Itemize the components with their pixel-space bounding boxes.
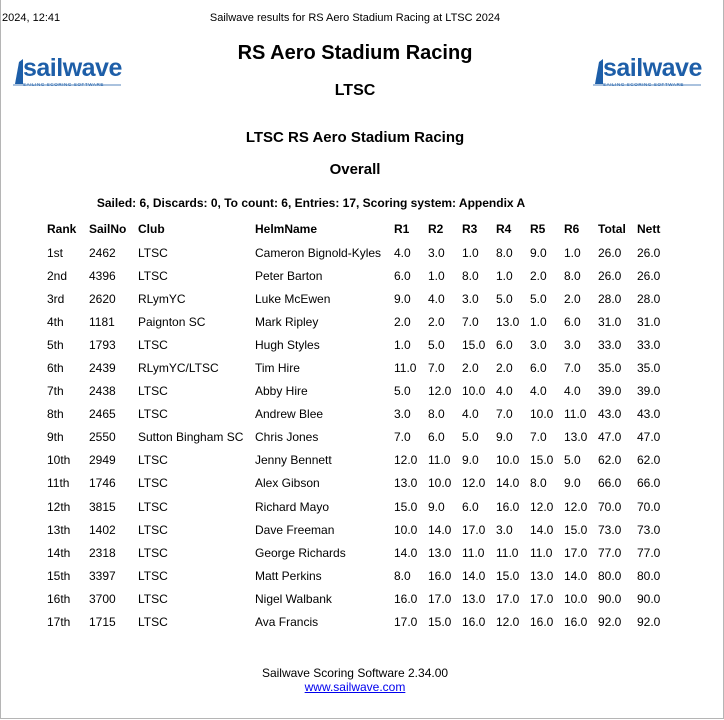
rank-cell: 12th [47, 499, 71, 514]
race-4-score-cell: 1.0 [496, 268, 513, 283]
print-title: Sailwave results for RS Aero Stadium Racing at LTSC 2024 [209, 12, 501, 24]
race-5-score-cell: 16.0 [530, 615, 554, 630]
race-6-score-cell: 3.0 [564, 337, 581, 352]
sailno-cell: 1746 [89, 476, 116, 491]
table-row [47, 449, 669, 472]
total-cell: 35.0 [598, 361, 622, 376]
sailno-cell: 2550 [89, 430, 116, 445]
race-2-score-cell: 11.0 [428, 453, 451, 468]
results-body [47, 241, 669, 634]
header-sailno: SailNo [89, 222, 127, 236]
race-2-score-cell: 6.0 [428, 430, 445, 445]
race-4-score-cell: 16.0 [496, 499, 520, 514]
race-3-score-cell: 14.0 [462, 568, 486, 583]
club-cell: RLymYC [138, 291, 186, 306]
race-6-score-cell: 11.0 [564, 407, 587, 422]
helmname-cell: Jenny Bennett [255, 453, 332, 468]
print-date: 2024, 12:41 [2, 12, 61, 24]
rank-cell: 4th [47, 314, 64, 329]
rank-cell: 6th [47, 361, 64, 376]
table-row [47, 287, 669, 310]
sailno-cell: 1181 [89, 314, 115, 329]
race-2-score-cell: 14.0 [428, 522, 452, 537]
helmname-cell: Dave Freeman [255, 522, 335, 537]
total-cell: 26.0 [598, 268, 622, 283]
race-6-score-cell: 14.0 [564, 568, 588, 583]
total-cell: 66.0 [598, 476, 622, 491]
race-2-score-cell: 10.0 [428, 476, 452, 491]
race-1-score-cell: 4.0 [394, 245, 411, 260]
race-2-score-cell: 12.0 [428, 384, 452, 399]
race-6-score-cell: 1.0 [564, 245, 581, 260]
helmname-cell: Matt Perkins [255, 568, 322, 583]
race-6-score-cell: 9.0 [564, 476, 581, 491]
table-row [47, 472, 669, 495]
header-rank: Rank [47, 222, 77, 236]
club-cell: LTSC [138, 522, 168, 537]
table-row [47, 264, 669, 287]
race-5-score-cell: 12.0 [530, 499, 554, 514]
race-2-score-cell: 4.0 [428, 291, 445, 306]
nett-cell: 35.0 [637, 361, 661, 376]
header-r2: R2 [428, 222, 444, 236]
race-3-score-cell: 10.0 [462, 384, 486, 399]
logo-tagline: SAILING SCORING SOFTWARE [23, 82, 104, 87]
race-6-score-cell: 13.0 [564, 430, 588, 445]
race-5-score-cell: 14.0 [530, 522, 554, 537]
race-4-score-cell: 8.0 [496, 245, 513, 260]
helmname-cell: Cameron Bignold-Kyles [255, 245, 382, 260]
race-3-score-cell: 15.0 [462, 337, 486, 352]
rank-cell: 1st [47, 245, 64, 260]
total-cell: 33.0 [598, 337, 622, 352]
club-cell: LTSC [138, 245, 168, 260]
nett-cell: 33.0 [637, 337, 661, 352]
race-3-score-cell: 12.0 [462, 476, 486, 491]
nett-cell: 92.0 [637, 615, 661, 630]
sailno-cell: 1402 [89, 522, 116, 537]
race-1-score-cell: 3.0 [394, 407, 411, 422]
race-2-score-cell: 3.0 [428, 245, 445, 260]
table-row [47, 310, 669, 333]
race-1-score-cell: 12.0 [394, 453, 418, 468]
rank-cell: 5th [47, 337, 64, 352]
race-1-score-cell: 7.0 [394, 430, 411, 445]
race-4-score-cell: 2.0 [496, 361, 513, 376]
table-row [47, 564, 669, 587]
race-1-score-cell: 5.0 [394, 384, 411, 399]
nett-cell: 47.0 [637, 430, 661, 445]
race-4-score-cell: 3.0 [496, 522, 513, 537]
race-3-score-cell: 5.0 [462, 430, 479, 445]
race-5-score-cell: 17.0 [530, 591, 554, 606]
helmname-cell: Ava Francis [255, 615, 319, 630]
sailno-cell: 2318 [89, 545, 116, 560]
race-6-score-cell: 2.0 [564, 291, 581, 306]
nett-cell: 39.0 [637, 384, 661, 399]
race-5-score-cell: 3.0 [530, 337, 547, 352]
sailno-cell: 2949 [89, 453, 116, 468]
footer-link-wrap [0, 680, 710, 694]
race-6-score-cell: 4.0 [564, 384, 581, 399]
race-1-score-cell: 2.0 [394, 314, 411, 329]
header-r1: R1 [394, 222, 410, 236]
series-title: LTSC RS Aero Stadium Racing [245, 129, 465, 146]
race-6-score-cell: 15.0 [564, 522, 588, 537]
race-1-score-cell: 14.0 [394, 545, 418, 560]
race-4-score-cell: 12.0 [496, 615, 520, 630]
sailno-cell: 2465 [89, 407, 116, 422]
table-header-row [47, 217, 669, 241]
event-venue: LTSC [334, 82, 376, 99]
helmname-cell: Richard Mayo [255, 499, 330, 514]
sailno-cell: 2439 [89, 361, 116, 376]
race-2-score-cell: 13.0 [428, 545, 452, 560]
total-cell: 26.0 [598, 245, 622, 260]
race-1-score-cell: 9.0 [394, 291, 411, 306]
race-2-score-cell: 9.0 [428, 499, 445, 514]
header-club: Club [138, 222, 165, 236]
results-table [47, 217, 669, 634]
club-cell: Sutton Bingham SC [138, 430, 244, 445]
race-3-score-cell: 13.0 [462, 591, 486, 606]
rank-cell: 15th [47, 568, 71, 583]
race-6-score-cell: 5.0 [564, 453, 581, 468]
club-cell: LTSC [138, 568, 168, 583]
club-cell: LTSC [138, 545, 168, 560]
race-3-score-cell: 3.0 [462, 291, 479, 306]
total-cell: 73.0 [598, 522, 622, 537]
race-1-score-cell: 10.0 [394, 522, 418, 537]
rank-cell: 14th [47, 545, 71, 560]
club-cell: LTSC [138, 384, 168, 399]
rank-cell: 7th [47, 384, 64, 399]
race-3-score-cell: 1.0 [462, 245, 479, 260]
race-4-score-cell: 6.0 [496, 337, 513, 352]
header-r3: R3 [462, 222, 478, 236]
race-5-score-cell: 11.0 [530, 545, 553, 560]
race-6-score-cell: 10.0 [564, 591, 588, 606]
helmname-cell: Tim Hire [255, 361, 300, 376]
results-heading: Overall [329, 161, 381, 178]
race-1-score-cell: 6.0 [394, 268, 411, 283]
race-5-score-cell: 5.0 [530, 291, 547, 306]
race-1-score-cell: 16.0 [394, 591, 418, 606]
race-1-score-cell: 8.0 [394, 568, 411, 583]
club-cell: LTSC [138, 476, 168, 491]
race-2-score-cell: 2.0 [428, 314, 445, 329]
total-cell: 43.0 [598, 407, 622, 422]
race-5-score-cell: 15.0 [530, 453, 554, 468]
nett-cell: 90.0 [637, 591, 661, 606]
rank-cell: 16th [47, 591, 71, 606]
nett-cell: 28.0 [637, 291, 661, 306]
rank-cell: 3rd [47, 291, 65, 306]
rank-cell: 10th [47, 453, 71, 468]
race-4-score-cell: 13.0 [496, 314, 520, 329]
race-1-score-cell: 13.0 [394, 476, 418, 491]
race-5-score-cell: 13.0 [530, 568, 554, 583]
sailwave-website-link[interactable]: www.sailwave.com [304, 680, 406, 694]
table-row [47, 495, 669, 518]
helmname-cell: Luke McEwen [255, 291, 331, 306]
race-3-score-cell: 16.0 [462, 615, 486, 630]
event-title: RS Aero Stadium Racing [237, 42, 473, 64]
sailno-cell: 3397 [89, 568, 116, 583]
race-6-score-cell: 7.0 [564, 361, 581, 376]
helmname-cell: Andrew Blee [255, 407, 324, 422]
helmname-cell: Chris Jones [255, 430, 319, 445]
footer-software: Sailwave Scoring Software 2.34.00 [261, 666, 449, 680]
nett-cell: 73.0 [637, 522, 661, 537]
race-1-score-cell: 15.0 [394, 499, 418, 514]
nett-cell: 26.0 [637, 268, 661, 283]
header-r5: R5 [530, 222, 546, 236]
rank-cell: 9th [47, 430, 64, 445]
series-summary: Sailed: 6, Discards: 0, To count: 6, Entries: 17, Scoring system: Appendix A [96, 196, 526, 210]
race-4-score-cell: 7.0 [496, 407, 513, 422]
race-2-score-cell: 8.0 [428, 407, 445, 422]
nett-cell: 66.0 [637, 476, 661, 491]
total-cell: 47.0 [598, 430, 622, 445]
race-2-score-cell: 15.0 [428, 615, 452, 630]
total-cell: 70.0 [598, 499, 622, 514]
race-3-score-cell: 6.0 [462, 499, 479, 514]
sailno-cell: 4396 [89, 268, 116, 283]
race-6-score-cell: 8.0 [564, 268, 581, 283]
club-cell: LTSC [138, 615, 168, 630]
logo-word: sailwave [603, 54, 702, 82]
helmname-cell: Abby Hire [255, 384, 308, 399]
race-5-score-cell: 6.0 [530, 361, 547, 376]
race-3-score-cell: 7.0 [462, 314, 479, 329]
table-row [47, 518, 669, 541]
race-3-score-cell: 4.0 [462, 407, 479, 422]
table-row [47, 356, 669, 379]
race-5-score-cell: 4.0 [530, 384, 547, 399]
club-cell: Paignton SC [138, 314, 206, 329]
nett-cell: 43.0 [637, 407, 661, 422]
table-row [47, 380, 669, 403]
club-cell: LTSC [138, 591, 168, 606]
race-5-score-cell: 7.0 [530, 430, 547, 445]
race-3-score-cell: 8.0 [462, 268, 479, 283]
sailno-cell: 3815 [89, 499, 116, 514]
race-2-score-cell: 1.0 [428, 268, 445, 283]
race-6-score-cell: 6.0 [564, 314, 581, 329]
table-row [47, 241, 669, 264]
rank-cell: 13th [47, 522, 71, 537]
race-6-score-cell: 17.0 [564, 545, 588, 560]
logo-word: sailwave [23, 54, 122, 82]
sailno-cell: 3700 [89, 591, 116, 606]
nett-cell: 80.0 [637, 568, 661, 583]
helmname-cell: George Richards [255, 545, 346, 560]
print-header [0, 12, 724, 26]
total-cell: 62.0 [598, 453, 622, 468]
race-2-score-cell: 5.0 [428, 337, 445, 352]
race-4-score-cell: 5.0 [496, 291, 513, 306]
sailno-cell: 1715 [89, 615, 116, 630]
race-5-score-cell: 2.0 [530, 268, 547, 283]
rank-cell: 17th [47, 615, 71, 630]
race-5-score-cell: 1.0 [530, 314, 547, 329]
nett-cell: 70.0 [637, 499, 661, 514]
club-cell: LTSC [138, 407, 168, 422]
header-r6: R6 [564, 222, 580, 236]
table-row [47, 541, 669, 564]
header-nett: Nett [637, 222, 661, 236]
race-6-score-cell: 12.0 [564, 499, 588, 514]
header-total: Total [598, 222, 626, 236]
table-row [47, 426, 669, 449]
helmname-cell: Peter Barton [255, 268, 323, 283]
rank-cell: 11th [47, 476, 70, 491]
rank-cell: 8th [47, 407, 64, 422]
sailno-cell: 2620 [89, 291, 116, 306]
race-3-score-cell: 11.0 [462, 545, 485, 560]
table-row [47, 403, 669, 426]
race-3-score-cell: 17.0 [462, 522, 486, 537]
race-3-score-cell: 2.0 [462, 361, 479, 376]
race-6-score-cell: 16.0 [564, 615, 588, 630]
total-cell: 39.0 [598, 384, 622, 399]
helmname-cell: Alex Gibson [255, 476, 320, 491]
sailno-cell: 2462 [89, 245, 116, 260]
club-cell: LTSC [138, 499, 168, 514]
race-4-score-cell: 10.0 [496, 453, 520, 468]
helmname-cell: Hugh Styles [255, 337, 320, 352]
race-1-score-cell: 11.0 [394, 361, 417, 376]
club-cell: LTSC [138, 268, 168, 283]
race-5-score-cell: 8.0 [530, 476, 547, 491]
total-cell: 92.0 [598, 615, 622, 630]
race-4-score-cell: 15.0 [496, 568, 520, 583]
race-2-score-cell: 17.0 [428, 591, 452, 606]
total-cell: 31.0 [598, 314, 622, 329]
table-row [47, 587, 669, 610]
logo-tagline: SAILING SCORING SOFTWARE [603, 82, 684, 87]
race-4-score-cell: 17.0 [496, 591, 520, 606]
race-2-score-cell: 16.0 [428, 568, 452, 583]
sailno-cell: 1793 [89, 337, 116, 352]
table-row [47, 611, 669, 634]
race-5-score-cell: 10.0 [530, 407, 554, 422]
nett-cell: 62.0 [637, 453, 661, 468]
club-cell: LTSC [138, 337, 168, 352]
header-helmname: HelmName [255, 222, 318, 236]
club-cell: LTSC [138, 453, 168, 468]
club-cell: RLymYC/LTSC [138, 361, 219, 376]
race-1-score-cell: 17.0 [394, 615, 418, 630]
nett-cell: 77.0 [637, 545, 661, 560]
total-cell: 80.0 [598, 568, 622, 583]
race-3-score-cell: 9.0 [462, 453, 479, 468]
total-cell: 28.0 [598, 291, 622, 306]
helmname-cell: Mark Ripley [255, 314, 319, 329]
nett-cell: 26.0 [637, 245, 661, 260]
race-4-score-cell: 4.0 [496, 384, 513, 399]
helmname-cell: Nigel Walbank [255, 591, 332, 606]
race-2-score-cell: 7.0 [428, 361, 445, 376]
total-cell: 90.0 [598, 591, 622, 606]
race-4-score-cell: 11.0 [496, 545, 519, 560]
rank-cell: 2nd [47, 268, 68, 283]
nett-cell: 31.0 [637, 314, 661, 329]
race-4-score-cell: 14.0 [496, 476, 520, 491]
race-5-score-cell: 9.0 [530, 245, 547, 260]
header-r4: R4 [496, 222, 512, 236]
race-1-score-cell: 1.0 [394, 337, 411, 352]
table-row [47, 333, 669, 356]
total-cell: 77.0 [598, 545, 622, 560]
sailno-cell: 2438 [89, 384, 116, 399]
race-4-score-cell: 9.0 [496, 430, 513, 445]
